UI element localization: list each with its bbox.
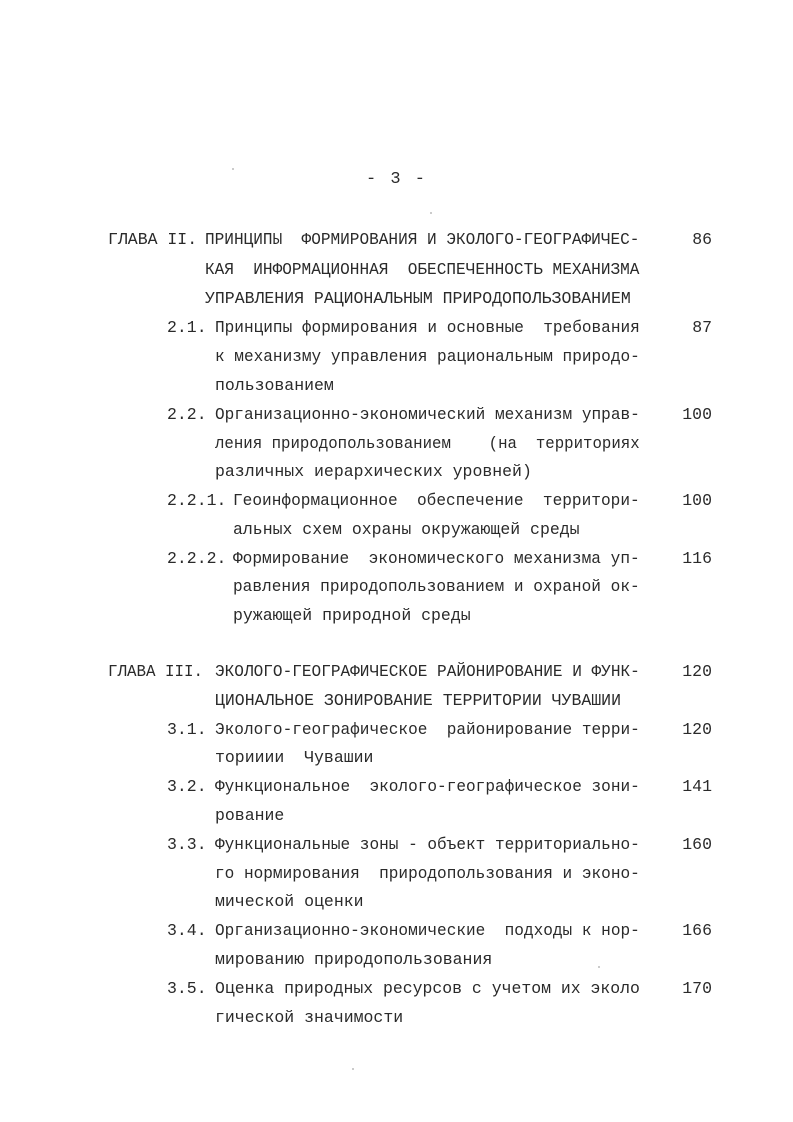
section-title-line: Функциональное эколого-географическое зони- (215, 777, 640, 796)
section-title-line: Формирование экономического механизма уп- (233, 549, 640, 568)
section-title-line: пользованием (215, 376, 334, 395)
section-title-line: мической оценки (215, 892, 364, 911)
section-page: 160 (682, 835, 712, 854)
section-title-line: Оценка природных ресурсов с учетом их эколо (215, 979, 640, 998)
section-number: 2.2. (167, 405, 207, 424)
section-page: 141 (682, 777, 712, 796)
section-title-line: равления природопользованием и охраной ок- (233, 577, 640, 596)
section-title-line: ружающей природной среды (233, 606, 471, 625)
scan-speck (232, 168, 234, 170)
section-number: 3.5. (167, 979, 207, 998)
section-title-line: го нормирования природопользования и эконо- (215, 864, 640, 883)
section-title-line: Геоинформационное обеспечение территори- (233, 491, 640, 510)
chapter-3-page: 120 (682, 662, 712, 681)
chapter-3-title-line-2: ЦИОНАЛЬНОЕ ЗОНИРОВАНИЕ ТЕРРИТОРИИ ЧУВАШИИ (215, 691, 621, 710)
section-number: 2.1. (167, 318, 207, 337)
chapter-2-title-line-3: УПРАВЛЕНИЯ РАЦИОНАЛЬНЫМ ПРИРОДОПОЛЬЗОВАНИЕМ (205, 289, 631, 308)
chapter-2-title-line-2: КАЯ ИНФОРМАЦИОННАЯ ОБЕСПЕЧЕННОСТЬ МЕХАНИЗМА (205, 260, 640, 279)
chapter-3-title-line-1: ЭКОЛОГО-ГЕОГРАФИЧЕСКОЕ РАЙОНИРОВАНИЕ И ФУНК- (215, 662, 640, 681)
section-page: 120 (682, 720, 712, 739)
section-title-line: гической значимости (215, 1008, 404, 1027)
chapter-2-page: 86 (692, 230, 712, 249)
section-title-line: Функциональные зоны - объект территориально- (215, 835, 640, 854)
section-number: 2.2.2. (167, 549, 227, 568)
section-number: 3.2. (167, 777, 207, 796)
scan-speck (598, 966, 600, 968)
section-title-line: торииии Чувашии (215, 748, 374, 767)
section-number: 3.1. (167, 720, 207, 739)
scan-speck (430, 212, 432, 214)
chapter-2-title-line-1: ПРИНЦИПЫ ФОРМИРОВАНИЯ И ЭКОЛОГО-ГЕОГРАФИЧЕС- (205, 230, 640, 249)
section-page: 166 (682, 921, 712, 940)
section-page: 170 (682, 979, 712, 998)
page-number: - 3 - (365, 170, 427, 189)
section-title-line: альных схем охраны окружающей среды (233, 520, 580, 539)
section-page: 116 (682, 549, 712, 568)
section-title-line: Организационно-экономический механизм управ- (215, 405, 640, 424)
section-title-line: Эколого-географическое районирование терри- (215, 720, 640, 739)
section-title-line: Принципы формирования и основные требования (215, 318, 640, 337)
section-title-line: различных иерархических уровней) (215, 462, 532, 481)
section-title-line: рование (215, 806, 285, 825)
section-page: 100 (682, 405, 712, 424)
section-title-line: мированию природопользования (215, 950, 493, 969)
section-page: 87 (692, 318, 712, 337)
section-title-line: ления природопользованием (на территориях (215, 434, 640, 453)
section-number: 2.2.1. (167, 491, 227, 510)
section-page: 100 (682, 491, 712, 510)
chapter-3-label: ГЛАВА III. (108, 662, 204, 681)
chapter-2-label: ГЛАВА II. (108, 230, 198, 249)
section-number: 3.4. (167, 921, 207, 940)
scan-speck (352, 1068, 354, 1070)
section-title-line: к механизму управления рациональным природо- (215, 347, 640, 366)
section-number: 3.3. (167, 835, 207, 854)
section-title-line: Организационно-экономические подходы к нор- (215, 921, 640, 940)
